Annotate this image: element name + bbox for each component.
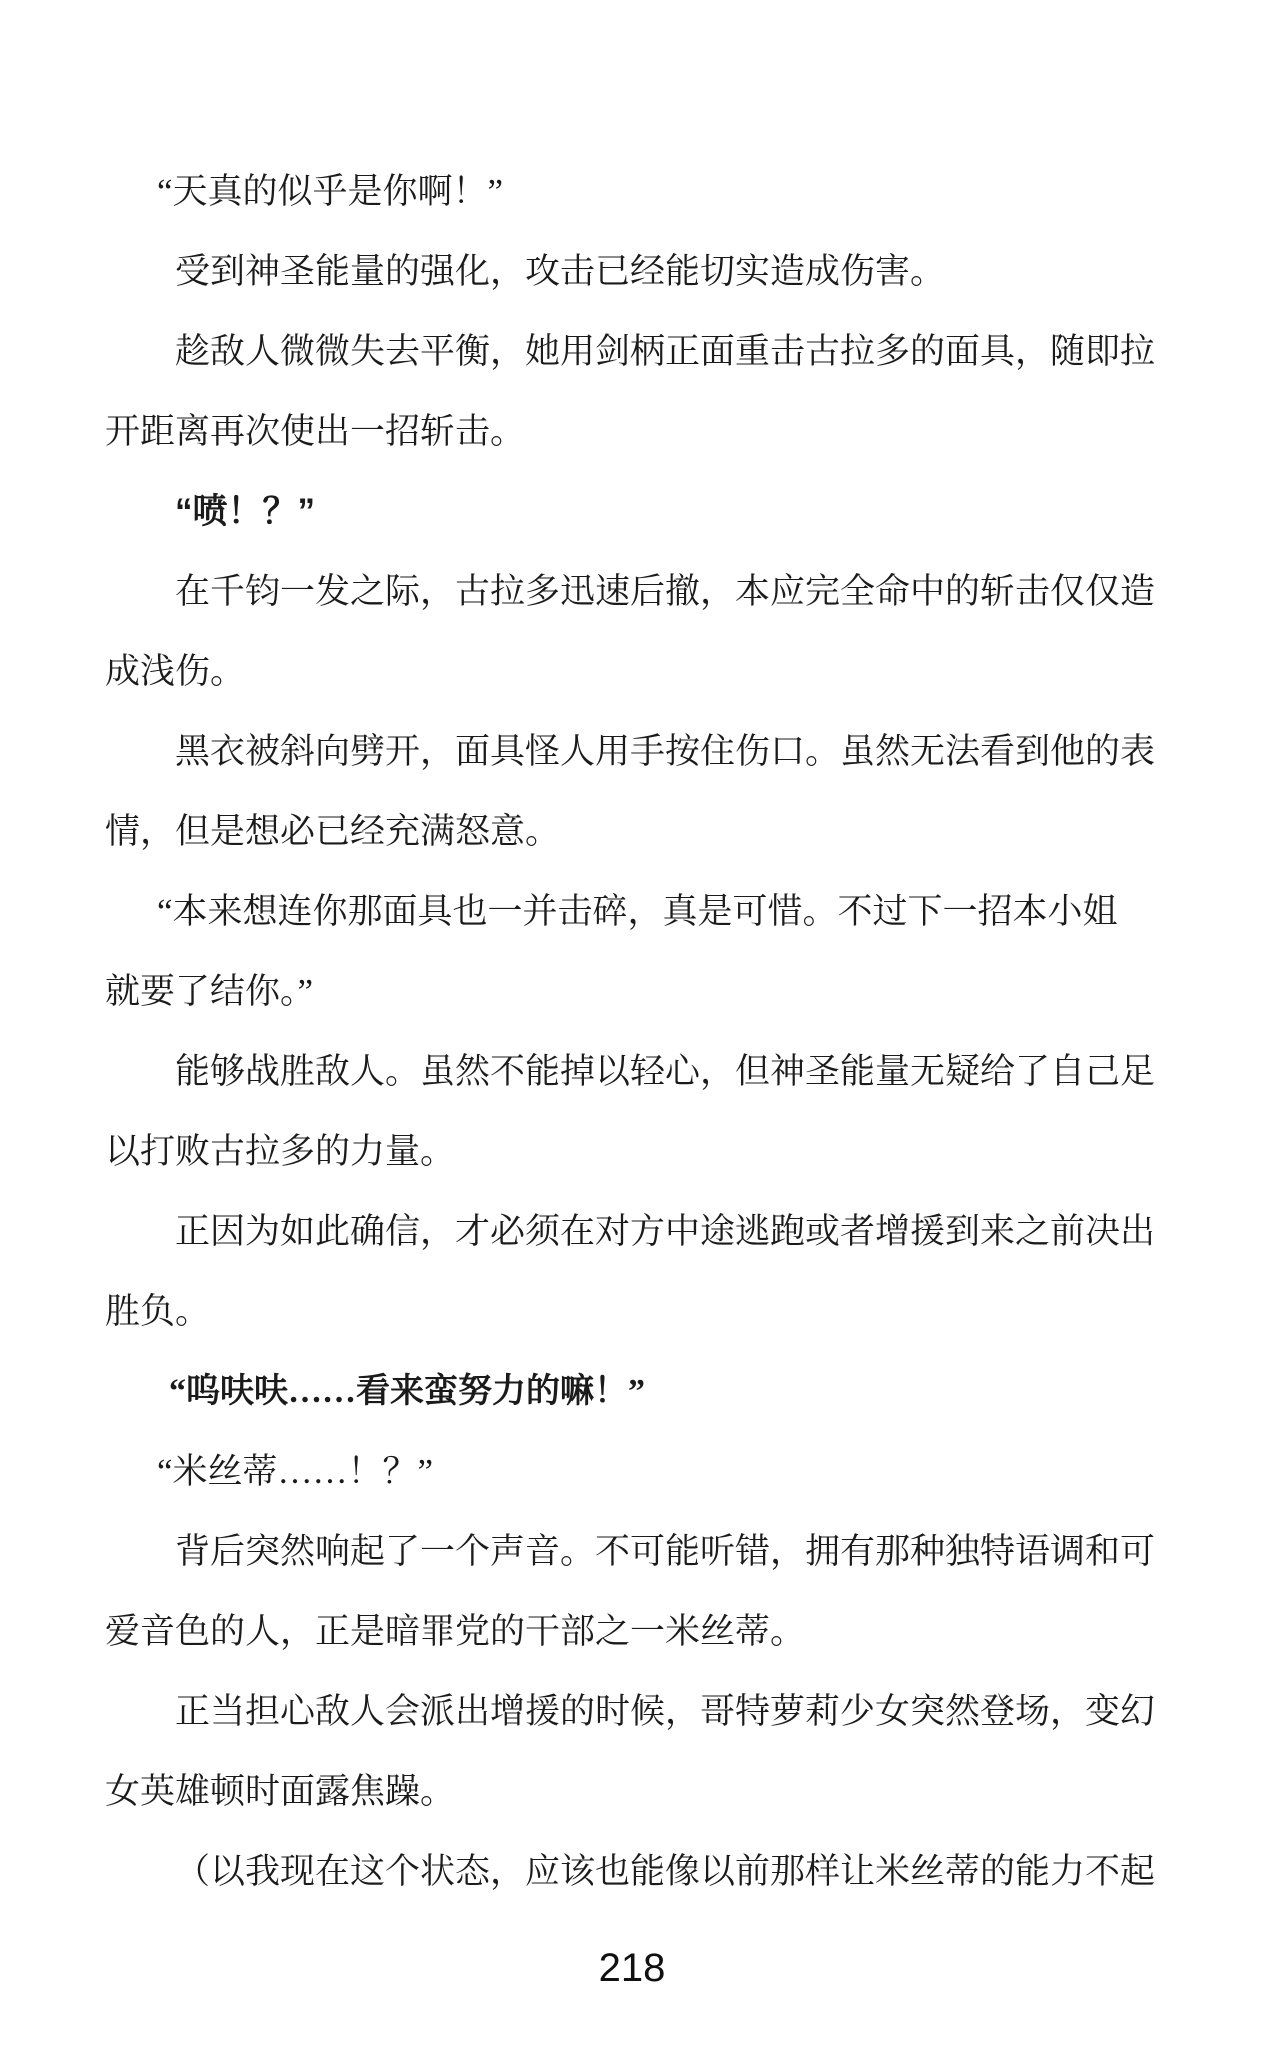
text-line: 能够战胜敌人。虽然不能掉以轻心，但神圣能量无疑给了自己足 <box>175 1052 1156 1091</box>
text-line: 黑衣被斜向劈开，面具怪人用手按住伤口。虽然无法看到他的表 <box>175 732 1156 771</box>
page-body <box>105 152 1204 1912</box>
text-line: 女英雄顿时面露焦躁。 <box>105 1772 456 1811</box>
text-line: 成浅伤。 <box>105 652 246 691</box>
text-line: 在千钧一发之际，古拉多迅速后撤，本应完全命中的斩击仅仅造 <box>175 572 1156 611</box>
text-line: 趁敌人微微失去平衡，她用剑柄正面重击古拉多的面具，随即拉 <box>175 332 1156 371</box>
text-line-kaiti-interjection: “呜呋呋……看来蛮努力的嘛！” <box>169 1373 645 1410</box>
page-number: 218 <box>598 1946 666 1990</box>
text-line: 正因为如此确信，才必须在对方中途逃跑或者增援到来之前决出 <box>175 1212 1156 1251</box>
text-line: 开距离再次使出一招斩击。 <box>105 412 526 451</box>
text-line: 背后突然响起了一个声音。不可能听错，拥有那种独特语调和可 <box>175 1532 1156 1571</box>
text-line: 受到神圣能量的强化，攻击已经能切实造成伤害。 <box>175 252 946 291</box>
text-line: 情，但是想必已经充满怒意。 <box>105 812 561 851</box>
text-line: “天真的似乎是你啊！” <box>157 172 504 211</box>
text-line: 爱音色的人，正是暗罪党的干部之一米丝蒂。 <box>105 1612 806 1651</box>
text-line: 胜负。 <box>105 1292 211 1331</box>
text-line: 正当担心敌人会派出增援的时候，哥特萝莉少女突然登场，变幻 <box>175 1692 1156 1731</box>
text-line: 就要了结你。” <box>105 972 314 1011</box>
text-line: （以我现在这个状态，应该也能像以前那样让米丝蒂的能力不起 <box>175 1852 1156 1891</box>
text-line: “本来想连你那面具也一并击碎，真是可惜。不过下一招本小姐 <box>157 892 1118 931</box>
text-line: “米丝蒂……！？” <box>157 1452 434 1491</box>
text-line: 以打败古拉多的力量。 <box>105 1132 456 1171</box>
text-line-bold-exclamation: “喷！？” <box>175 492 316 531</box>
